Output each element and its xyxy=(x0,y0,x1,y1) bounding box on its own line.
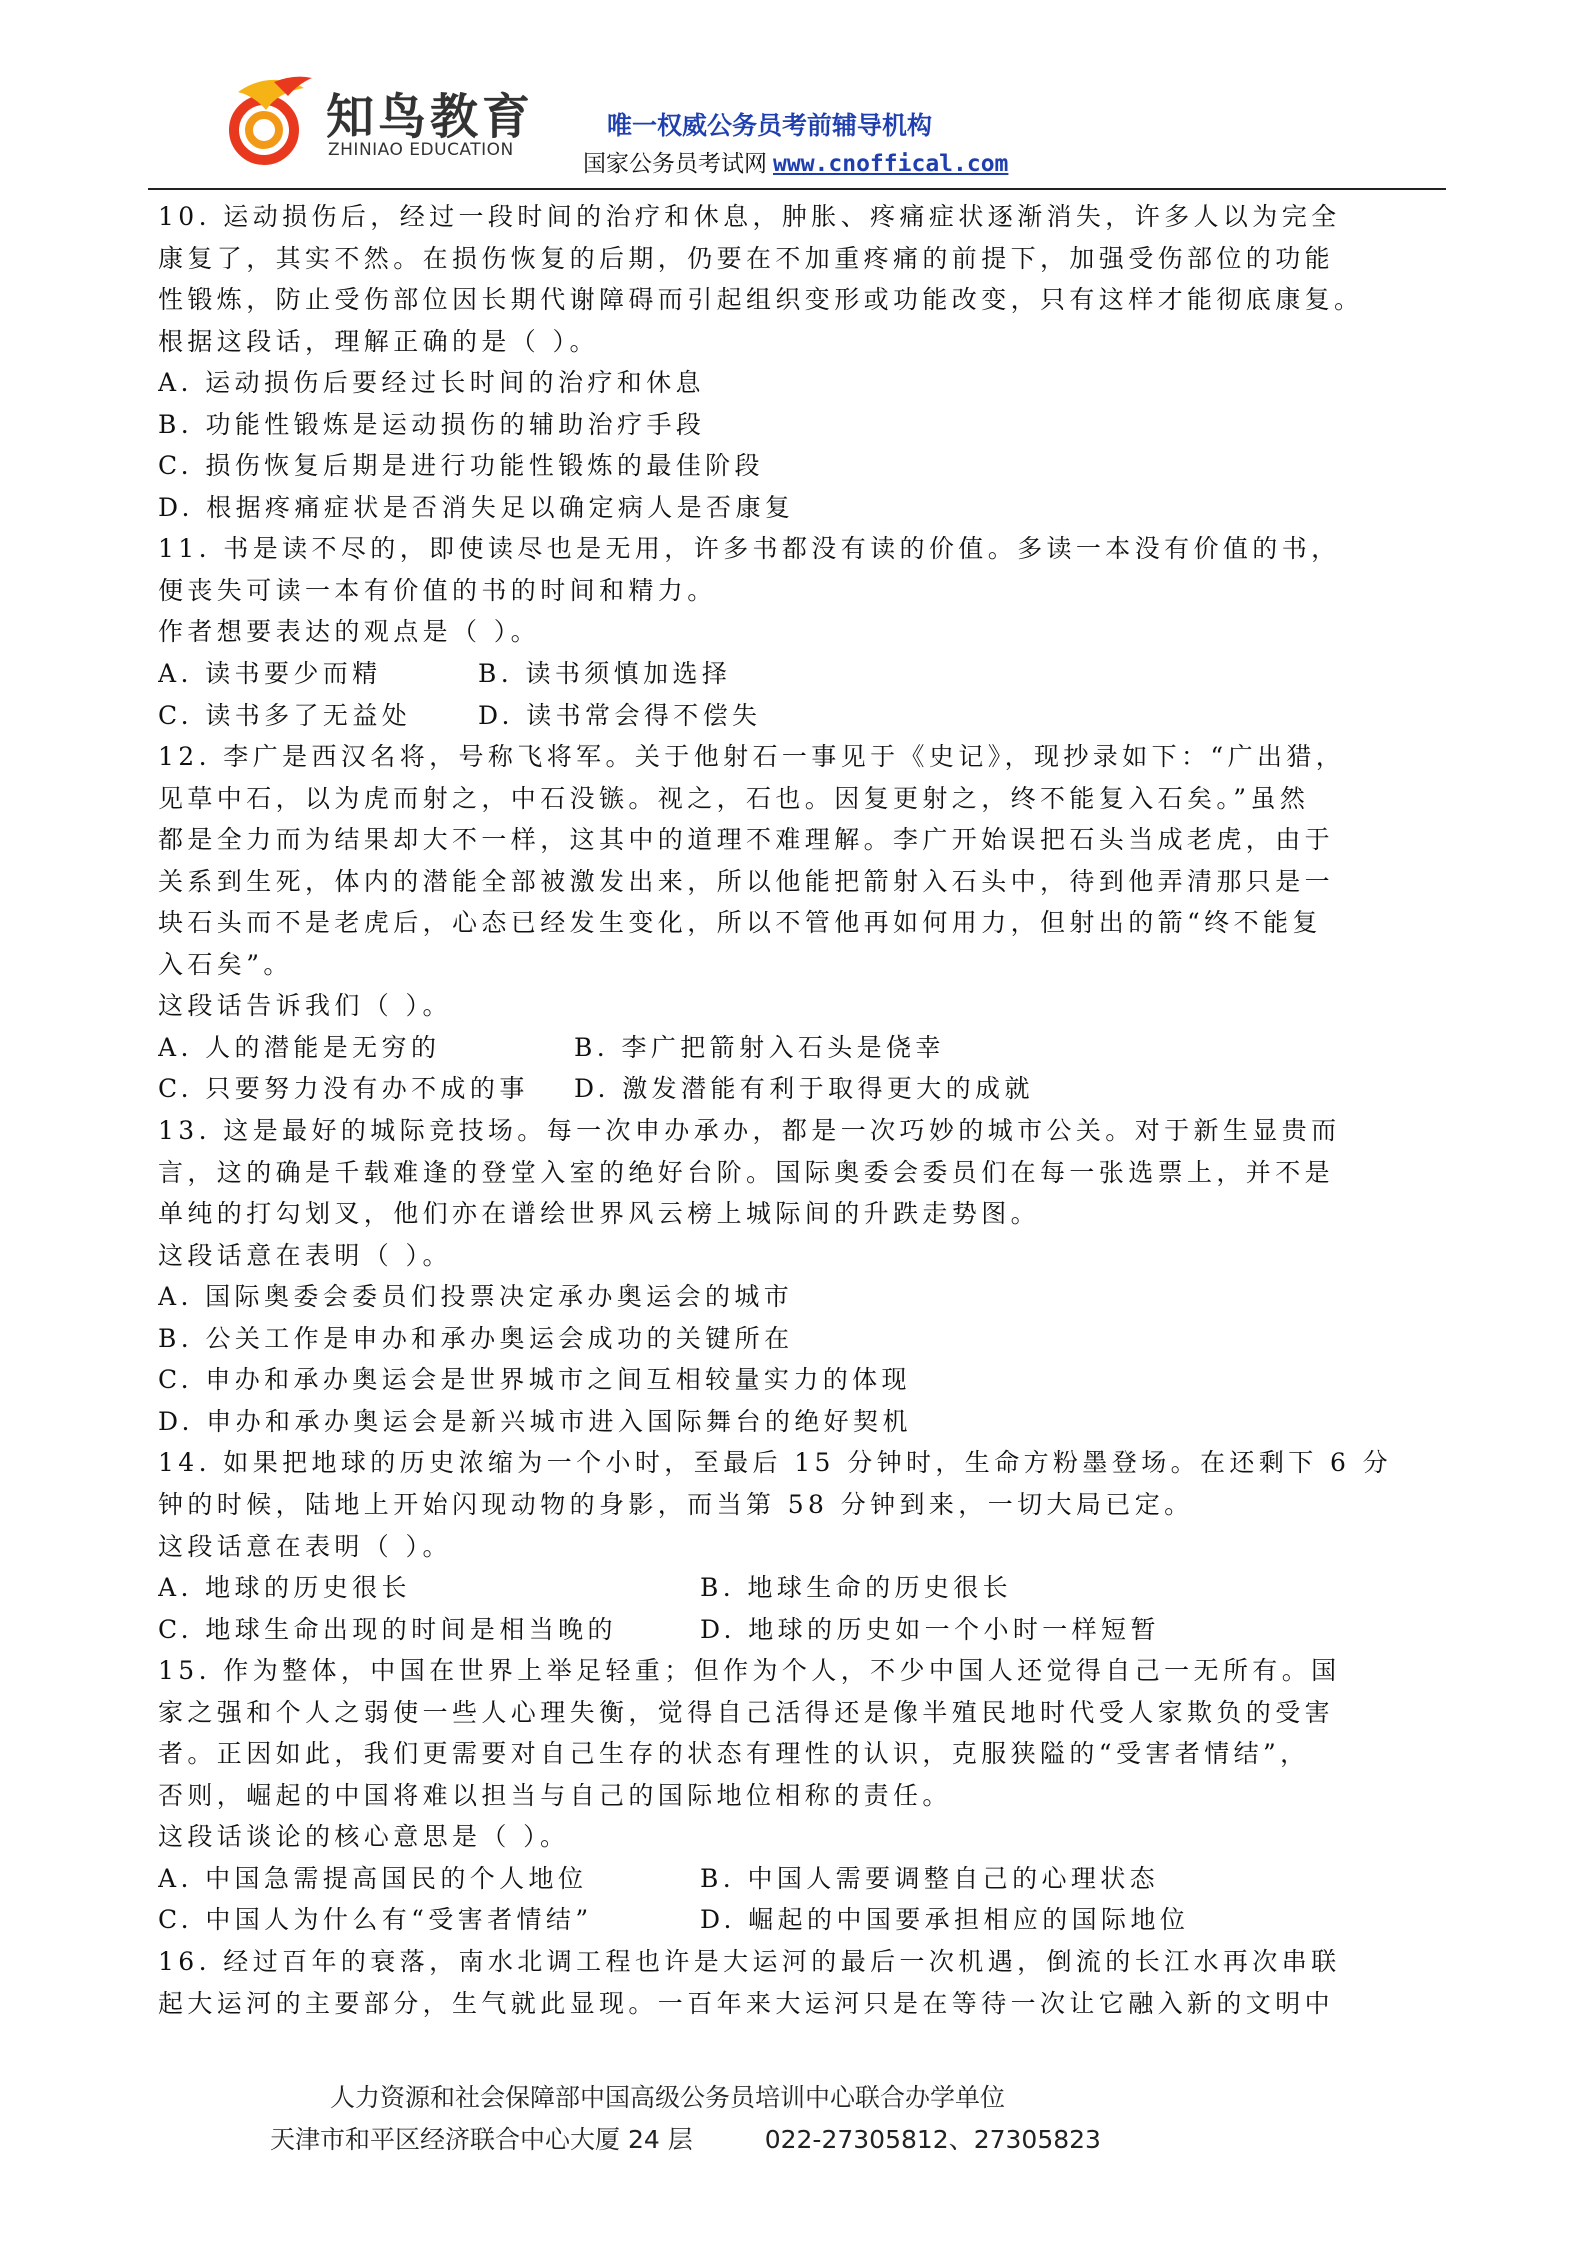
footer-organization: 人力资源和社会保障部中国高级公务员培训中心联合办学单位 xyxy=(330,2083,1006,2112)
option-item: C. 中国人为什么有“受害者情结” xyxy=(158,1905,593,1935)
text-line: 作者想要表达的观点是（ ）。 xyxy=(158,617,541,647)
text-line: 便丧失可读一本有价值的书的时间和精力。 xyxy=(158,575,717,605)
footer-address: 天津市和平区经济联合中心大厦 24 层 xyxy=(270,2125,693,2154)
header-divider xyxy=(148,188,1446,190)
option-item: D. 激发潜能有利于取得更大的成就 xyxy=(574,1074,1034,1104)
text-line: 11. 书是读不尽的，即使读尽也是无用，许多书都没有读的价值。多读一本没有价值的书， xyxy=(158,534,1341,564)
option-row xyxy=(158,695,1448,737)
option-item: A. 人的潜能是无穷的 xyxy=(158,1032,441,1062)
bird-logo-icon xyxy=(218,70,318,170)
text-line: 单纯的打勾划叉，他们亦在谱绘世界风云榜上城际间的升跌走势图。 xyxy=(158,1199,1041,1229)
text-line: 家之强和个人之弱使一些人心理失衡，觉得自己活得还是像半殖民地时代受人家欺负的受害 xyxy=(158,1697,1335,1727)
text-line: D. 根据疼痛症状是否消失足以确定病人是否康复 xyxy=(158,492,795,522)
option-item: A. 中国急需提高国民的个人地位 xyxy=(158,1863,588,1893)
option-row xyxy=(158,1858,1448,1900)
option-row xyxy=(158,653,1448,695)
option-item: B. 地球生命的历史很长 xyxy=(700,1573,1013,1603)
text-line: 者。正因如此，我们更需要对自己生存的状态有理性的认识，克服狭隘的“受害者情结”， xyxy=(158,1739,1310,1769)
text-line: 康复了，其实不然。在损伤恢复的后期，仍要在不加重疼痛的前提下，加强受伤部位的功能 xyxy=(158,243,1335,273)
footer-contact xyxy=(270,2120,1101,2156)
header-slogan: 唯一权威公务员考前辅导机构 xyxy=(607,111,933,140)
text-line: 这段话告诉我们（ ）。 xyxy=(158,991,452,1021)
text-line: 块石头而不是老虎后，心态已经发生变化，所以不管他再如何用力，但射出的箭“终不能复 xyxy=(158,908,1322,938)
option-item: C. 读书多了无益处 xyxy=(158,700,412,730)
text-line: 14. 如果把地球的历史浓缩为一个小时，至最后 15 分钟时，生命方粉墨登场。在还剩下 6 分 xyxy=(158,1448,1393,1478)
footer-phone: 022-27305812、27305823 xyxy=(764,2125,1101,2154)
option-row xyxy=(158,1068,1448,1110)
option-row xyxy=(158,1899,1448,1941)
option-row xyxy=(158,1609,1448,1651)
text-line: 13. 这是最好的城际竞技场。每一次申办承办，都是一次巧妙的城市公关。对于新生显贵而 xyxy=(158,1116,1341,1146)
text-line: 根据这段话，理解正确的是（ ）。 xyxy=(158,326,599,356)
option-item: A. 地球的历史很长 xyxy=(158,1573,411,1603)
site-label: 国家公务员考试网 xyxy=(583,151,767,177)
option-item: C. 地球生命出现的时间是相当晚的 xyxy=(158,1614,617,1644)
logo-chinese-name: 知鸟教育 xyxy=(326,89,535,145)
option-item: D. 读书常会得不偿失 xyxy=(478,700,762,730)
option-item: C. 只要努力没有办不成的事 xyxy=(158,1074,529,1104)
page-header xyxy=(0,0,1594,192)
option-item: B. 李广把箭射入石头是侥幸 xyxy=(574,1032,945,1062)
text-line: 否则，崛起的中国将难以担当与自己的国际地位相称的责任。 xyxy=(158,1780,952,1810)
text-line: D. 申办和承办奥运会是新兴城市进入国际舞台的绝好契机 xyxy=(158,1406,912,1436)
option-item: D. 地球的历史如一个小时一样短暂 xyxy=(700,1614,1160,1644)
text-line: C. 损伤恢复后期是进行功能性锻炼的最佳阶段 xyxy=(158,451,764,481)
text-line: 12. 李广是西汉名将，号称飞将军。关于他射石一事见于《史记》，现抄录如下：“广出猎， xyxy=(158,742,1346,772)
page-footer xyxy=(0,2070,1594,2190)
text-line: A. 国际奥委会委员们投票决定承办奥运会的城市 xyxy=(158,1282,794,1312)
text-line: 这段话意在表明（ ）。 xyxy=(158,1240,452,1270)
text-line: B. 功能性锻炼是运动损伤的辅助治疗手段 xyxy=(158,409,706,439)
text-line: 10. 运动损伤后，经过一段时间的治疗和休息，肿胀、疼痛症状逐渐消失，许多人以为完全 xyxy=(158,202,1341,231)
text-line: 起大运河的主要部分，生气就此显现。一百年来大运河只是在等待一次让它融入新的文明中 xyxy=(158,1988,1335,2018)
text-line: 16. 经过百年的衰落，南水北调工程也许是大运河的最后一次机遇，倒流的长江水再次串联 xyxy=(158,1946,1341,1976)
site-url-link[interactable]: www.cnoffical.com xyxy=(773,151,1009,177)
option-row xyxy=(158,1027,1448,1069)
option-item: B. 读书须慎加选择 xyxy=(478,659,732,689)
text-line: 都是全力而为结果却大不一样，这其中的道理不难理解。李广开始误把石头当成老虎，由于 xyxy=(158,825,1335,855)
site-info xyxy=(583,145,1008,178)
text-line: 入石矣”。 xyxy=(158,949,293,979)
document-body xyxy=(158,196,1448,2024)
logo-english-name: ZHINIAO EDUCATION xyxy=(328,140,514,160)
text-line: C. 申办和承办奥运会是世界城市之间互相较量实力的体现 xyxy=(158,1365,911,1395)
text-line: 这段话谈论的核心意思是（ ）。 xyxy=(158,1822,570,1852)
text-line: 见草中石，以为虎而射之，中石没镞。视之，石也。因复更射之，终不能复入石矣。”虽然 xyxy=(158,783,1310,813)
option-row xyxy=(158,1567,1448,1609)
text-line: 钟的时候，陆地上开始闪现动物的身影，而当第 58 分钟到来，一切大局已定。 xyxy=(158,1489,1194,1519)
text-line: 这段话意在表明（ ）。 xyxy=(158,1531,452,1561)
text-line: 性锻炼，防止受伤部位因长期代谢障碍而引起组织变形或功能改变，只有这样才能彻底康复。 xyxy=(158,285,1364,315)
text-line: 15. 作为整体，中国在世界上举足轻重；但作为个人，不少中国人还觉得自己一无所有。国 xyxy=(158,1656,1341,1686)
logo xyxy=(218,70,548,170)
option-item: B. 中国人需要调整自己的心理状态 xyxy=(700,1863,1160,1893)
text-line: A. 运动损伤后要经过长时间的治疗和休息 xyxy=(158,368,705,398)
text-line: B. 公关工作是申办和承办奥运会成功的关键所在 xyxy=(158,1323,794,1353)
text-line: 言，这的确是千载难逢的登堂入室的绝好台阶。国际奥委会委员们在每一张选票上，并不是 xyxy=(158,1157,1335,1187)
text-line: 关系到生死，体内的潜能全部被激发出来，所以他能把箭射入石头中，待到他弄清那只是一 xyxy=(158,866,1335,896)
option-item: D. 崛起的中国要承担相应的国际地位 xyxy=(700,1905,1190,1935)
option-item: A. 读书要少而精 xyxy=(158,659,382,689)
